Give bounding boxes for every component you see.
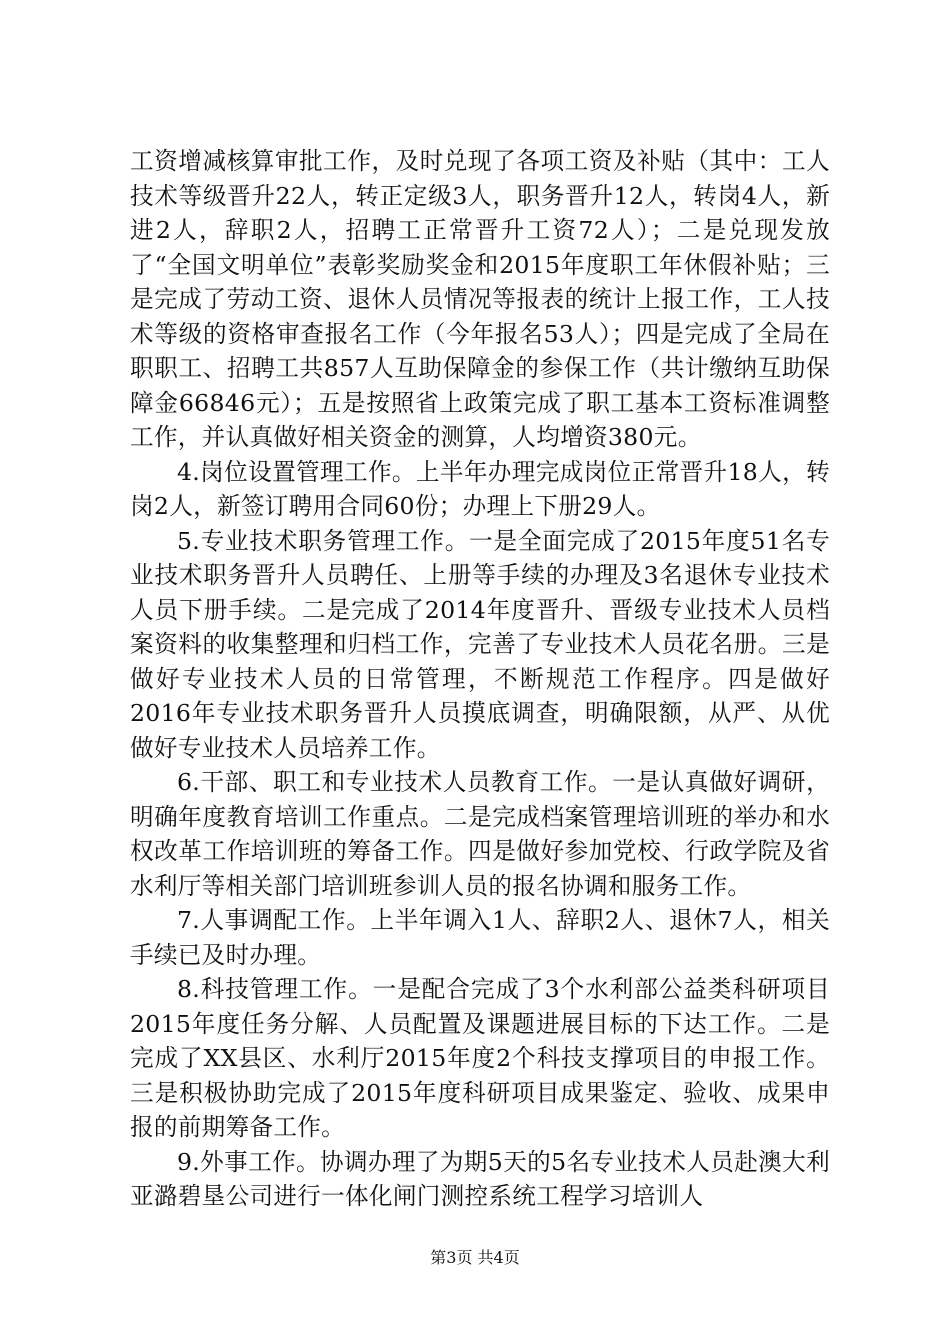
paragraph-personnel-transfer: 7.人事调配工作。上半年调入1人、辞职2人、退休7人，相关手续已及时办理。 — [130, 906, 830, 969]
paragraph-wages: 工资增减核算审批工作，及时兑现了各项工资及补贴（其中：工人技术等级晋升22人，转正定级3人，职务晋升12人，转岗4人，新进2人，辞职2人，招聘工正常晋升工资72人）；二是兑现发放了“全国文明单位”表彰奖励奖金和2015年度职工年休假补贴；三是完成了劳动工资、退休人员情况等报表的统计上报工作，工人技术等级的资格审查报名工作（今年报名53人）；四是完成了全局在职职工、招聘工共857人互助保障金的参保工作（共计缴纳互助保障金66846元）；五是按照省上政策完成了职工基本工资标准调整工作，并认真做好相关资金的测算，人均增资380元。 — [130, 147, 830, 451]
paragraph-education: 6.干部、职工和专业技术人员教育工作。一是认真做好调研，明确年度教育培训工作重点。二是完成档案管理培训班的举办和水权改革工作培训班的筹备工作。四是做好参加党校、行政学院及省水利厅等相关部门培训班参训人员的报名协调和服务工作。 — [130, 768, 830, 900]
document-body — [130, 144, 830, 1214]
page-number-label: 第3页 共4页 — [430, 1248, 520, 1267]
paragraph-post-setting: 4.岗位设置管理工作。上半年办理完成岗位正常晋升18人，转岗2人，新签订聘用合同60份；办理上下册29人。 — [130, 457, 830, 520]
paragraph-professional-titles: 5.专业技术职务管理工作。一是全面完成了2015年度51名专业技术职务晋升人员聘任、上册等手续的办理及3名退休专业技术人员下册手续。二是完成了2014年度晋升、晋级专业技术人员档案资料的收集整理和归档工作，完善了专业技术人员花名册。三是做好专业技术人员的日常管理，不断规范工作程序。四是做好2016年专业技术职务晋升人员摸底调查，明确限额，从严、从优做好专业技术人员培养工作。 — [130, 526, 830, 762]
paragraph-science-management: 8.科技管理工作。一是配合完成了3个水利部公益类科研项目2015年度任务分解、人员配置及课题进展目标的下达工作。二是完成了XX县区、水利厅2015年度2个科技支撑项目的申报工作。三是积极协助完成了2015年度科研项目成果鉴定、验收、成果申报的前期筹备工作。 — [130, 975, 830, 1141]
paragraph-foreign-affairs: 9.外事工作。协调办理了为期5天的5名专业技术人员赴澳大利亚潞碧垦公司进行一体化闸门测控系统工程学习培训人 — [130, 1147, 830, 1210]
page-footer — [0, 1245, 950, 1268]
